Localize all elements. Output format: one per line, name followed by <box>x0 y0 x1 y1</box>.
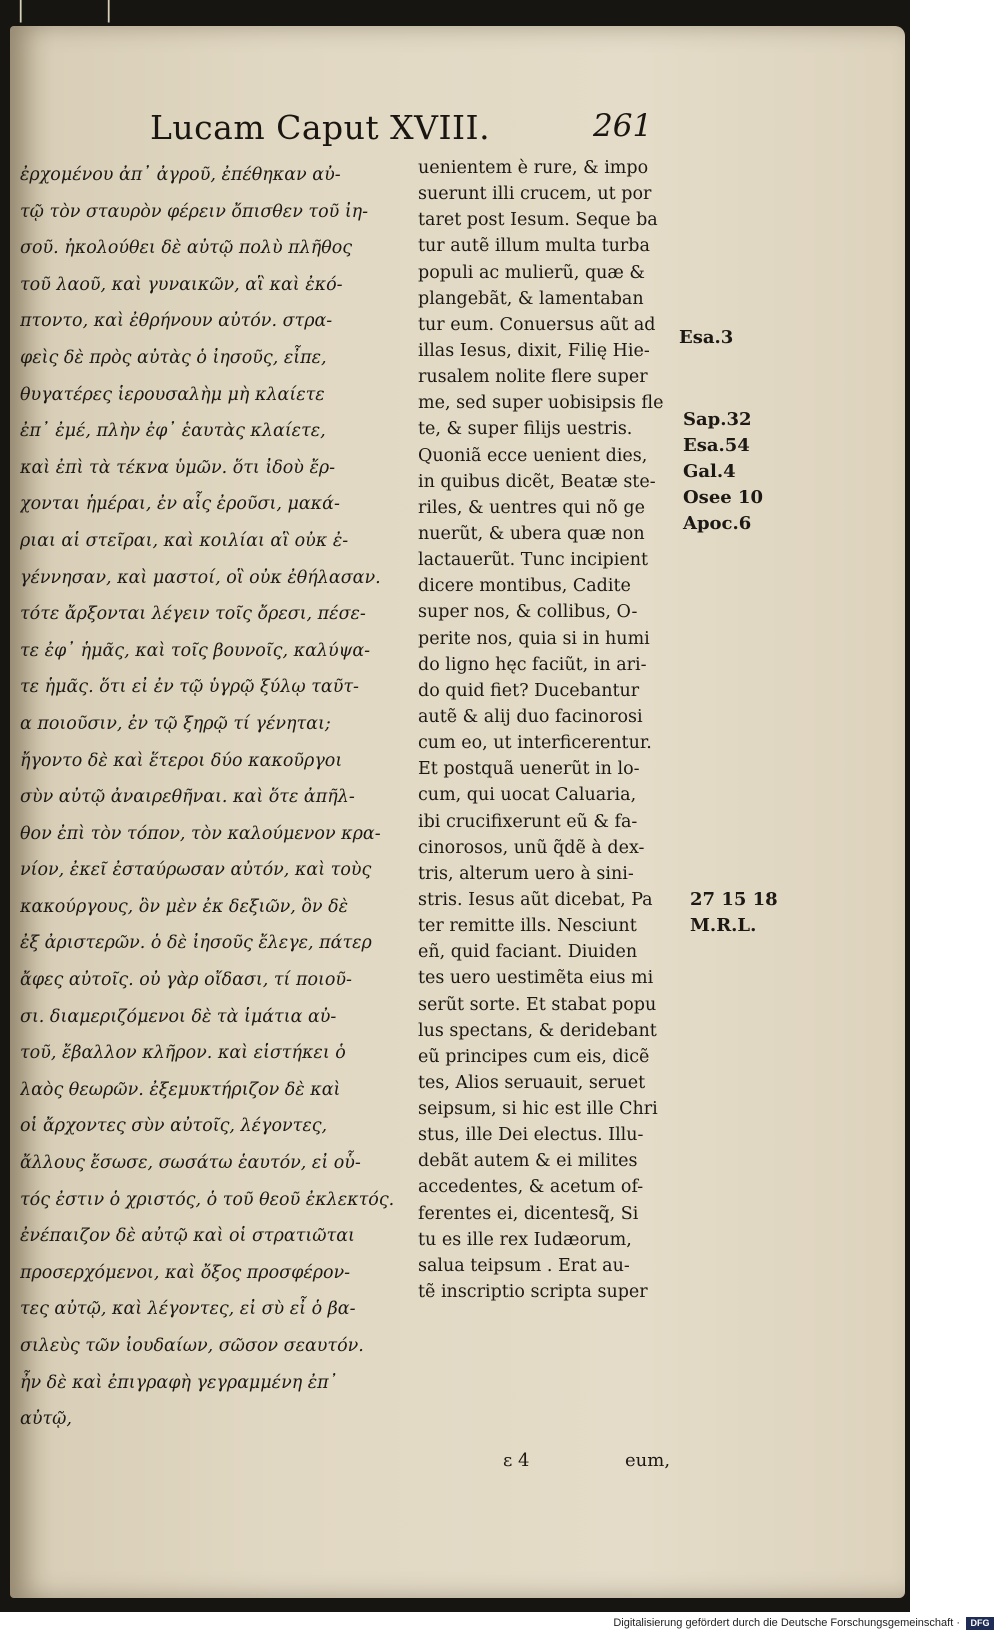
text-line: ferentes ei, dicentesq̃, Si <box>418 1203 639 1224</box>
text-line: tris, alterum uero à sini- <box>418 863 634 884</box>
dfg-logo: DFG <box>966 1617 994 1630</box>
text-line: σὺν αὐτῷ ἀναιρεθῆναι. καὶ ὅτε ἀπῆλ- <box>20 787 355 808</box>
text-line: οἱ ἄρχοντες σὺν αὐτοῖς, λέγοντες, <box>20 1116 328 1137</box>
text-line: salua teipsum . Erat au- <box>418 1255 630 1276</box>
running-header: Lucam Caput XVIII. <box>150 108 491 147</box>
text-line: debãt autem & ei milites <box>418 1151 638 1172</box>
text-line: lus spectans, & deridebant <box>418 1020 657 1041</box>
text-line: illas Iesus, dixit, Filię Hie- <box>418 340 650 361</box>
text-line: plangebãt, & lamentaban <box>418 288 644 309</box>
text-line: γέννησαν, καὶ μαστοί, οἳ οὐκ ἐθήλασαν. <box>20 567 381 588</box>
text-line: eñ, quid faciant. Diuiden <box>418 942 638 963</box>
text-line: ἐνέπαιζον δὲ αὐτῷ καὶ οἱ στρατιῶται <box>20 1226 355 1247</box>
text-line: ἄλλους ἔσωσε, σωσάτω ἑαυτόν, εἰ οὗ- <box>20 1153 361 1174</box>
text-line: τοῦ, ἔβαλλον κλῆρον. καὶ εἱστήκει ὁ <box>20 1043 346 1064</box>
margin-note: Sap.32 <box>683 409 752 430</box>
text-line: τοῦ λαοῦ, καὶ γυναικῶν, αἳ καὶ ἐκό- <box>20 274 343 295</box>
text-line: cinorosos, unũ q̃dẽ à dex- <box>418 837 645 858</box>
greek-text-column <box>20 157 410 1438</box>
text-line: lactauerũt. Tunc incipient <box>418 550 649 571</box>
text-line: te, & super filijs uestris. <box>418 419 633 440</box>
text-line: τες αὐτῷ, καὶ λέγοντες, εἰ σὺ εἶ ὁ βα- <box>20 1299 356 1320</box>
text-line: σιλεὺς τῶν ἰουδαίων, σῶσον σεαυτόν. <box>20 1336 364 1356</box>
margin-note: M.R.L. <box>690 915 757 936</box>
text-line: tes uero uestimẽta eius mi <box>418 968 654 989</box>
text-line: taret post Iesum. Seque ba <box>418 210 658 231</box>
text-line: super nos, & collibus, O- <box>418 602 638 623</box>
text-line: καὶ ἐπὶ τὰ τέκνα ὑμῶν. ὅτι ἰδοὺ ἔρ- <box>20 457 336 478</box>
text-line: τότε ἄρξονται λέγειν τοῖς ὄρεσι, πέσε- <box>20 604 366 625</box>
latin-text-column <box>418 155 686 1305</box>
text-line: cum, qui uocat Caluaria, <box>418 785 637 806</box>
text-line: stus, ille Dei electus. Illu- <box>418 1125 644 1146</box>
text-line: stris. Iesus aũt dicebat, Pa <box>418 889 653 910</box>
text-line: αὐτῷ, <box>20 1409 72 1430</box>
text-line: do ligno hęc faciũt, in ari- <box>418 654 647 675</box>
text-line: σοῦ. ἠκολούθει δὲ αὐτῷ πολὺ πλῆθος <box>20 238 353 259</box>
text-line: autẽ & alij duo facinorosi <box>418 706 643 727</box>
text-line: ἦν δὲ καὶ ἐπιγραφὴ γεγραμμένη ἐπ᾽ <box>20 1372 338 1393</box>
margin-note: Osee 10 <box>683 487 764 508</box>
credit-text: Digitalisierung gefördert durch die Deutsche Forschungsgemeinschaft · <box>613 1617 960 1629</box>
corner-mark-left: | <box>17 0 25 23</box>
text-line: me, sed super uobisipsis fle <box>418 393 664 414</box>
text-line: rusalem nolite flere super <box>418 367 648 388</box>
text-line: τῷ τὸν σταυρὸν φέρειν ὄπισθεν τοῦ ἰη- <box>20 201 369 222</box>
text-line: in quibus dicẽt, Beatæ ste- <box>418 471 656 492</box>
text-line: χονται ἡμέραι, ἐν αἷς ἐροῦσι, μακά- <box>20 494 340 515</box>
text-line: tur autẽ illum multa turba <box>418 236 650 257</box>
text-line: Quoniã ecce uenient dies, <box>418 445 648 466</box>
margin-note: Apoc.6 <box>683 513 752 534</box>
text-line: ἐξ ἀριστερῶν. ὁ δὲ ἰησοῦς ἔλεγε, πάτερ <box>20 933 372 954</box>
text-line: ἐρχομένου ἀπ᾽ ἀγροῦ, ἐπέθηκαν αὐ- <box>20 165 341 185</box>
text-line: dicere montibus, Cadite <box>418 576 631 597</box>
text-line: πτοντο, καὶ ἐθρήνουν αὐτόν. στρα- <box>20 311 333 332</box>
text-line: τε ἡμᾶς. ὅτι εἰ ἐν τῷ ὑγρῷ ξύλῳ ταῦτ- <box>20 677 359 698</box>
text-line: Et postquã uenerũt in lo- <box>418 759 640 780</box>
corner-mark-right: | <box>105 0 113 23</box>
text-line: suerunt illi crucem, ut por <box>418 184 652 205</box>
text-line: nuerũt, & ubera quæ non <box>418 523 645 544</box>
margin-note: 27 15 18 <box>690 889 778 910</box>
text-line: tes, Alios seruauit, seruet <box>418 1072 646 1093</box>
text-line: ἐπ᾽ ἐμέ, πλὴν ἐφ᾽ ἑαυτὰς κλαίετε, <box>20 421 326 442</box>
text-line: κακούργους, ὃν μὲν ἐκ δεξιῶν, ὃν δὲ <box>20 896 349 917</box>
text-line: tẽ inscriptio scripta super <box>418 1282 648 1303</box>
text-line: ριαι αἱ στεῖραι, καὶ κοιλίαι αἳ οὐκ ἐ- <box>20 530 349 551</box>
margin-note: Esa.54 <box>683 435 750 456</box>
text-line: ibi crucifixerunt eũ & fa- <box>418 811 638 832</box>
text-line: populi ac mulierũ, quæ & <box>418 262 646 283</box>
text-line: α ποιοῦσιν, ἐν τῷ ξηρῷ τί γένηται; <box>20 713 331 734</box>
text-line: ἤγοντο δὲ καὶ ἕτεροι δύο κακοῦργοι <box>20 750 343 771</box>
text-line: eũ principes cum eis, dicẽ <box>418 1046 650 1067</box>
text-line: tur eum. Conuersus aũt ad <box>418 314 656 335</box>
text-line: perite nos, quia si in humi <box>418 628 650 649</box>
text-line: ἄφες αὐτοῖς. οὐ γὰρ οἴδασι, τί ποιοῦ- <box>20 970 352 991</box>
text-line: φεὶς δὲ πρὸς αὐτὰς ὁ ἰησοῦς, εἶπε, <box>20 347 327 368</box>
margin-note: Gal.4 <box>683 461 736 482</box>
text-line: accedentes, & acetum of- <box>418 1177 644 1198</box>
catchword: eum, <box>625 1450 671 1471</box>
text-line: τε ἐφ᾽ ἡμᾶς, καὶ τοῖς βουνοῖς, καλύψα- <box>20 640 371 661</box>
text-line: cum eo, ut interficerentur. <box>418 733 652 754</box>
text-line: θυγατέρες ἱερουσαλὴμ μὴ κλαίετε <box>20 384 325 405</box>
text-line: uenientem è rure, & impo <box>418 158 649 178</box>
text-line: serũt sorte. Et stabat popu <box>418 994 657 1015</box>
text-line: θον ἐπὶ τὸν τόπον, τὸν καλούμενον κρα- <box>20 823 381 844</box>
text-line: προσερχόμενοι, καὶ ὄξος προσφέρον- <box>20 1262 351 1283</box>
margin-note: Esa.3 <box>679 327 734 348</box>
digitization-credit <box>0 1616 1000 1632</box>
text-line: λαὸς θεωρῶν. ἐξεμυκτήριζον δὲ καὶ <box>20 1079 341 1100</box>
text-line: ter remitte ills. Nesciunt <box>418 916 637 937</box>
text-line: νίον, ἐκεῖ ἐσταύρωσαν αὐτόν, καὶ τοὺς <box>20 860 372 881</box>
text-line: do quid fiet? Ducebantur <box>418 680 640 701</box>
page-number: 261 <box>593 108 653 144</box>
signature-mark: ε 4 <box>503 1450 530 1471</box>
text-line: riles, & uentres qui nõ ge <box>418 497 645 518</box>
text-line: σι. διαμεριζόμενοι δὲ τὰ ἱμάτια αὐ- <box>20 1006 337 1027</box>
text-line: seipsum, si hic est ille Chri <box>418 1099 658 1120</box>
text-line: τός ἐστιν ὁ χριστός, ὁ τοῦ θεοῦ ἐκλεκτός. <box>20 1189 395 1210</box>
text-line: tu es ille rex Iudæorum, <box>418 1229 632 1250</box>
